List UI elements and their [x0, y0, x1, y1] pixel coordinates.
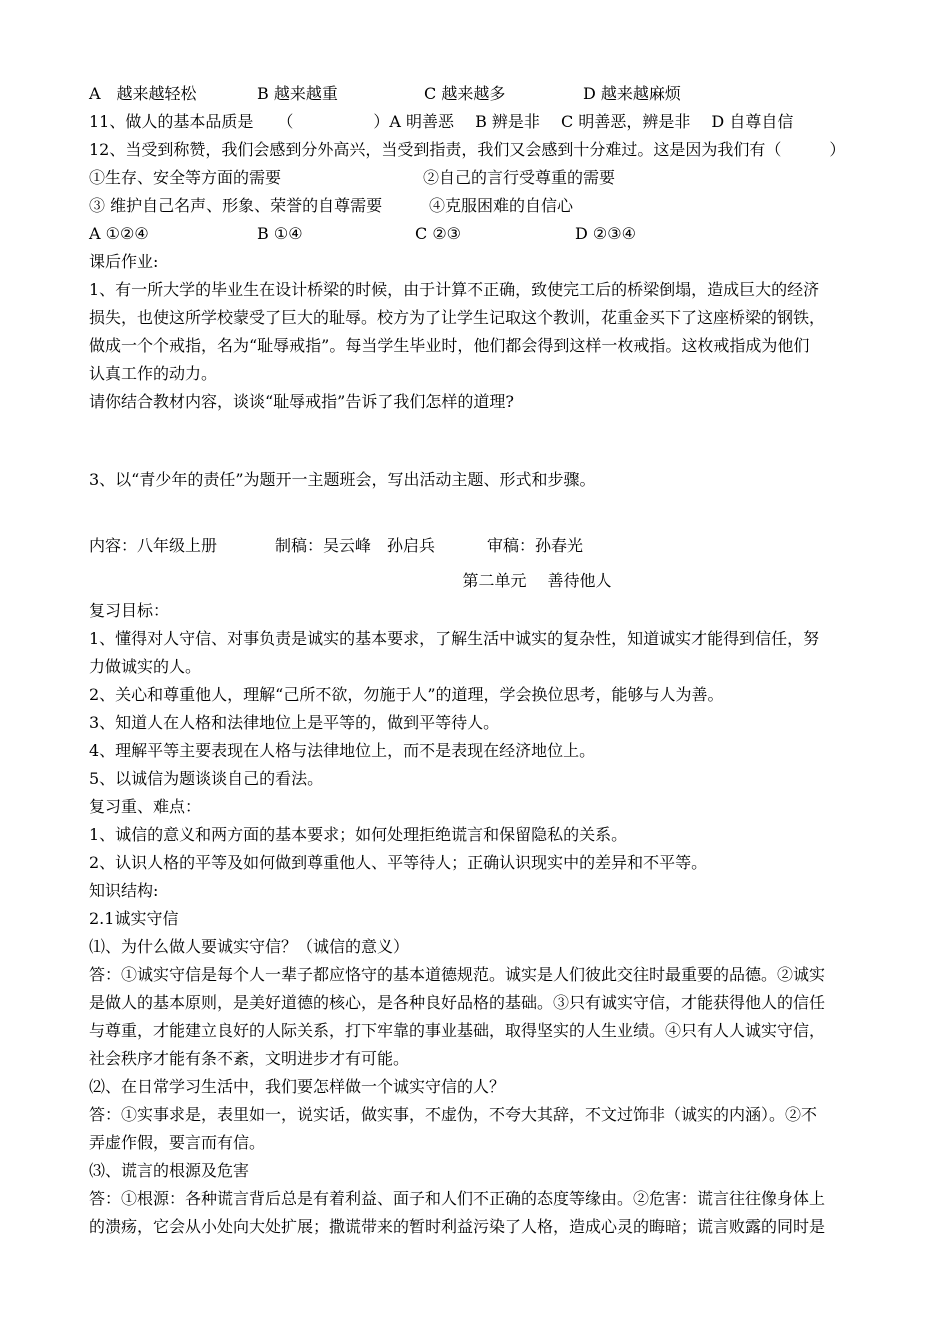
- meta-content: 内容：八年级上册: [89, 536, 218, 555]
- key-points-heading: 复习重、难点：: [89, 797, 202, 816]
- section-title: 2.1诚实守信: [89, 909, 179, 928]
- question-12-stem: 12、当受到称赞，我们会感到分外高兴，当受到指责，我们又会感到十分难过。这是因为我们有（ ）: [89, 140, 846, 159]
- goals-heading: 复习目标：: [89, 601, 170, 620]
- section-2-question: ⑵、在日常学习生活中，我们要怎样做一个诚实守信的人？: [89, 1077, 506, 1096]
- homework-1-line: 认真工作的动力。: [89, 364, 218, 383]
- homework-1-line: 做成一个个戒指，名为“耻辱戒指”。每当学生毕业时，他们都会得到这样一枚戒指。这枚戒指成为他们: [89, 336, 810, 355]
- key-point-line: 2、认识人格的平等及如何做到尊重他人、平等待人；正确认识现实中的差异和不平等。: [89, 853, 708, 872]
- meta-authors: 制稿：吴云峰 孙启兵: [275, 536, 436, 555]
- section-3-question: ⑶、谎言的根源及危害: [89, 1161, 250, 1180]
- section-1-answer-line: 社会秩序才能有条不紊，文明进步才有可能。: [89, 1049, 410, 1068]
- q10-option-d: D 越来越麻烦: [583, 84, 681, 103]
- q12-option-a: A ①②④: [89, 224, 149, 243]
- q12-option-b: B ①④: [257, 224, 303, 243]
- key-point-line: 1、诚信的意义和两方面的基本要求；如何处理拒绝谎言和保留隐私的关系。: [89, 825, 628, 844]
- question-12-item-3: ③ 维护自己名声、形象、荣誉的自尊需要: [89, 196, 383, 215]
- homework-1-line: 损失，也使这所学校蒙受了巨大的耻辱。校方为了让学生记取这个教训，花重金买下了这座桥梁的钢铁，: [89, 308, 826, 327]
- section-2-answer-line: 答：①实事求是，表里如一，说实话，做实事，不虚伪，不夸大其辞，不文过饰非（诚实的内涵）。②不: [89, 1105, 818, 1124]
- goal-line: 2、关心和尊重他人，理解“己所不欲，勿施于人”的道理，学会换位思考，能够与人为善。: [89, 685, 724, 704]
- section-1-answer-line: 与尊重，才能建立良好的人际关系，打下牢靠的事业基础，取得坚实的人生业绩。④只有人人诚实守信，: [89, 1021, 826, 1040]
- section-3-answer-line: 答：①根源：各种谎言背后总是有着利益、面子和人们不正确的态度等缘由。②危害：谎言往往像身体上: [89, 1189, 826, 1208]
- q10-option-a: A 越来越轻松: [89, 84, 197, 103]
- q12-option-d: D ②③④: [575, 224, 636, 243]
- goal-line: 5、以诚信为题谈谈自己的看法。: [89, 769, 324, 788]
- question-12-item-1: ①生存、安全等方面的需要: [89, 168, 282, 187]
- section-3-answer-line: 的溃疡，它会从小处向大处扩展；撒谎带来的暂时利益污染了人格，造成心灵的晦暗；谎言败露的同时是: [89, 1217, 826, 1236]
- goal-line: 1、懂得对人守信、对事负责是诚实的基本要求，了解生活中诚实的复杂性，知道诚实才能得到信任，努: [89, 629, 820, 648]
- section-2-answer-line: 弄虚作假，要言而有信。: [89, 1133, 266, 1152]
- homework-1-line: 1、有一所大学的毕业生在设计桥梁的时候，由于计算不正确，致使完工后的桥梁倒塌，造成巨大的经济: [89, 280, 820, 299]
- goal-line: 3、知道人在人格和法律地位上是平等的，做到平等待人。: [89, 713, 500, 732]
- q10-option-c: C 越来越多: [424, 84, 506, 103]
- homework-3: 3、以“青少年的责任”为题开一主题班会，写出活动主题、形式和步骤。: [89, 470, 596, 489]
- structure-heading: 知识结构:: [89, 881, 159, 900]
- goal-line: 4、理解平等主要表现在人格与法律地位上，而不是表现在经济地位上。: [89, 741, 596, 760]
- homework-heading: 课后作业:: [89, 252, 159, 271]
- unit-title: 第二单元 善待他人: [462, 571, 612, 590]
- meta-reviewer: 审稿：孙春光: [487, 536, 584, 555]
- q10-option-b: B 越来越重: [257, 84, 338, 103]
- question-12-item-4: ④克服困难的自信心: [429, 196, 574, 215]
- goal-line: 力做诚实的人。: [89, 657, 202, 676]
- homework-1-question: 请你结合教材内容，谈谈“耻辱戒指”告诉了我们怎样的道理?: [89, 392, 514, 411]
- q12-option-c: C ②③: [415, 224, 462, 243]
- section-1-answer-line: 答：①诚实守信是每个人一辈子都应恪守的基本道德规范。诚实是人们彼此交往时最重要的品德。②诚实: [89, 965, 826, 984]
- section-1-question: ⑴、为什么做人要诚实守信？（诚信的意义）: [89, 937, 410, 956]
- question-11: 11、做人的基本品质是 （ ）A 明善恶 B 辨是非 C 明善恶，辨是非 D 自尊自信: [89, 112, 794, 131]
- section-1-answer-line: 是做人的基本原则，是美好道德的核心，是各种良好品格的基础。③只有诚实守信，才能获得他人的信任: [89, 993, 826, 1012]
- question-12-item-2: ②自己的言行受尊重的需要: [423, 168, 616, 187]
